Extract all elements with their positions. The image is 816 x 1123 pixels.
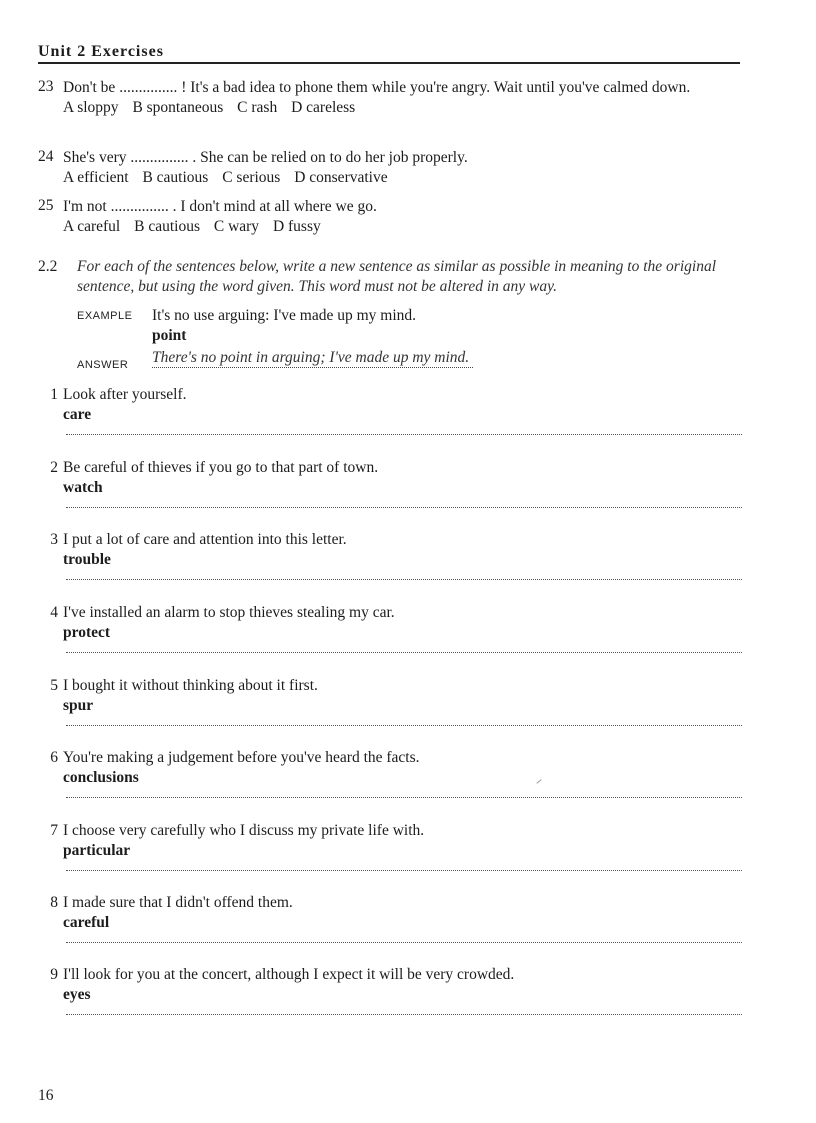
item-sentence: Be careful of thieves if you go to that part of town. — [63, 459, 379, 476]
answer-line[interactable] — [66, 652, 742, 653]
option-a[interactable]: A sloppy — [63, 99, 119, 116]
unit-header — [38, 42, 740, 64]
item-number: 9 — [50, 966, 58, 983]
item-number: 7 — [50, 822, 58, 839]
item-key-word: conclusions — [63, 769, 139, 786]
question-text-start: She's very — [63, 149, 127, 166]
answer-line[interactable] — [66, 434, 742, 435]
option-a[interactable]: A efficient — [63, 169, 129, 186]
question-number: 24 — [38, 148, 54, 165]
answer-blank[interactable]: ............... — [130, 149, 189, 166]
question-number: 25 — [38, 197, 54, 214]
example-sentence: It's no use arguing: I've made up my mind. — [152, 307, 417, 324]
question-text-end: . She can be relied on to do her job properly. — [192, 149, 468, 166]
unit-title: Unit 2 Exercises — [38, 43, 164, 60]
question-23 — [38, 78, 740, 118]
option-b[interactable]: B cautious — [134, 218, 200, 235]
option-c[interactable]: C wary — [213, 218, 260, 235]
item-sentence: I made sure that I didn't offend them. — [63, 894, 293, 911]
item-number: 4 — [50, 604, 58, 621]
item-sentence: I choose very carefully who I discuss my private life with. — [63, 822, 425, 839]
example-key-word: point — [152, 327, 187, 344]
answer-line[interactable] — [66, 797, 742, 798]
option-b[interactable]: B cautious — [142, 169, 209, 186]
option-a[interactable]: A careful — [63, 218, 121, 235]
question-text-end: ! It's a bad idea to phone them while you're angry. Wait until you've calmed down. — [181, 79, 691, 96]
question-text-end: . I don't mind at all where we go. — [172, 198, 377, 215]
question-text-start: I'm not — [63, 198, 107, 215]
item-sentence: I've installed an alarm to stop thieves stealing my car. — [63, 604, 395, 621]
answer-blank[interactable]: ............... — [119, 79, 178, 96]
item-number: 8 — [50, 894, 58, 911]
item-key-word: watch — [63, 479, 103, 496]
option-c[interactable]: C rash — [237, 99, 278, 116]
option-b[interactable]: B spontaneous — [132, 99, 224, 116]
answer-line[interactable] — [66, 870, 742, 871]
item-sentence: You're making a judgement before you've heard the facts. — [63, 749, 420, 766]
item-key-word: care — [63, 406, 92, 423]
options-row — [63, 168, 740, 188]
answer-label: ANSWER — [77, 359, 129, 371]
question-24 — [38, 148, 740, 188]
item-number: 6 — [50, 749, 58, 766]
item-sentence: I bought it without thinking about it first. — [63, 677, 318, 694]
answer-line[interactable] — [66, 507, 742, 508]
options-row — [63, 98, 740, 118]
item-sentence: Look after yourself. — [63, 386, 187, 403]
question-text-start: Don't be — [63, 79, 116, 96]
item-number: 3 — [50, 531, 58, 548]
item-sentence: I put a lot of care and attention into this letter. — [63, 531, 347, 548]
pen-mark — [536, 779, 541, 784]
item-key-word: particular — [63, 842, 131, 859]
options-row — [63, 217, 740, 237]
answer-line[interactable] — [66, 1014, 742, 1015]
answer-blank[interactable]: ............... — [110, 198, 169, 215]
option-d[interactable]: D careless — [291, 99, 356, 116]
option-d[interactable]: D fussy — [272, 218, 321, 235]
example-answer: There's no point in arguing; I've made up my mind. — [152, 349, 473, 368]
item-number: 5 — [50, 677, 58, 694]
question-25 — [38, 197, 740, 237]
option-d[interactable]: D conservative — [294, 169, 388, 186]
section-number: 2.2 — [38, 258, 58, 275]
option-c[interactable]: C serious — [222, 169, 281, 186]
item-number: 2 — [50, 459, 58, 476]
item-sentence: I'll look for you at the concert, although I expect it will be very crowded. — [63, 966, 515, 983]
item-key-word: careful — [63, 914, 110, 931]
item-key-word: protect — [63, 624, 111, 641]
example-label: EXAMPLE — [77, 310, 133, 322]
section-instruction: For each of the sentences below, write a new sentence as similar as possible in meaning to the original sentence, but using the word given. This word must not be altered in any way. — [77, 258, 717, 295]
item-key-word: eyes — [63, 986, 91, 1003]
answer-line[interactable] — [66, 579, 742, 580]
answer-line[interactable] — [66, 725, 742, 726]
page-number: 16 — [38, 1087, 54, 1104]
answer-line[interactable] — [66, 942, 742, 943]
item-key-word: spur — [63, 697, 94, 714]
item-number: 1 — [50, 386, 58, 403]
question-number: 23 — [38, 78, 54, 95]
item-key-word: trouble — [63, 551, 111, 568]
